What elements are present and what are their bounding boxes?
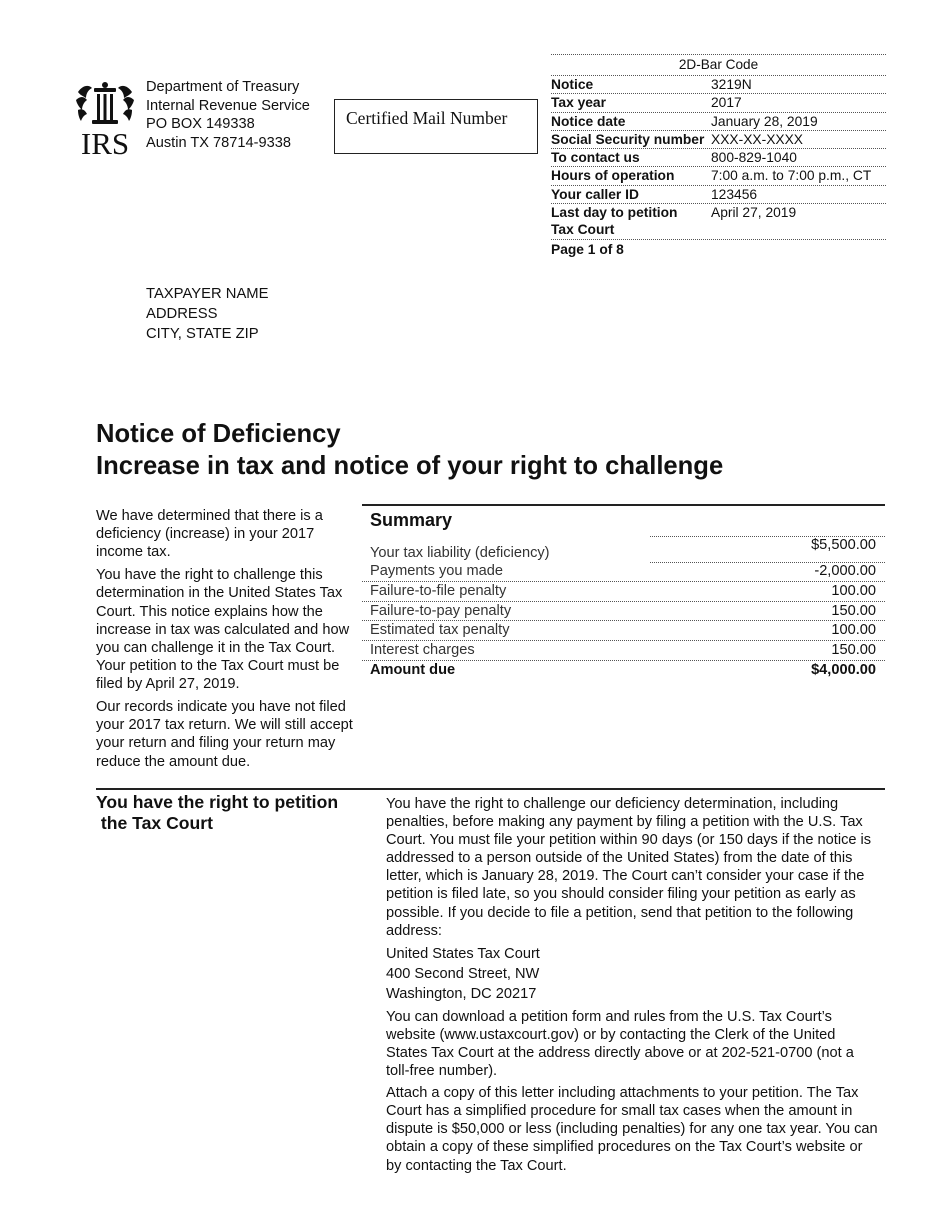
court-address-line: 400 Second Street, NW (386, 965, 540, 982)
agency-line: Austin TX 78714-9338 (146, 134, 291, 151)
summary-total-amount: $4,000.00 (811, 661, 876, 678)
info-value: 3219N (711, 77, 752, 92)
summary-table (362, 504, 885, 680)
summary-total-row (362, 661, 885, 680)
info-row (551, 167, 886, 185)
info-value: 800-829-1040 (711, 150, 797, 166)
info-value: January 28, 2019 (711, 113, 818, 129)
petition-paragraph: You can download a petition form and rules from the U.S. Tax Court’s website (www.ustaxcourt.gov) or by contacting the Clerk of the United States Tax Court at the address directly above or at 202-521-0700 (not a toll-free number). (386, 1008, 854, 1080)
info-label: Hours of operation (551, 168, 675, 184)
summary-label: Failure-to-file penalty (370, 582, 507, 599)
info-label: Notice date (551, 113, 626, 129)
taxpayer-address (146, 284, 269, 344)
section-divider (96, 788, 885, 790)
info-label: To contact us (551, 150, 640, 166)
info-label: Notice (551, 77, 594, 92)
taxpayer-name: TAXPAYER NAME (146, 286, 269, 302)
certified-mail-label: Certified Mail Number (346, 108, 508, 128)
agency-address (146, 78, 310, 152)
certified-mail-box (334, 99, 538, 154)
summary-row (362, 536, 885, 562)
summary-heading: Summary (370, 510, 453, 530)
summary-amount: $5,500.00 (811, 537, 876, 553)
taxpayer-city: CITY, STATE ZIP (146, 326, 259, 342)
summary-label: Failure-to-pay penalty (370, 602, 512, 619)
info-row (551, 94, 886, 112)
agency-line: Department of Treasury (146, 79, 300, 95)
notice-info-table (551, 54, 886, 260)
info-row (551, 204, 886, 240)
title-line: Notice of Deficiency (96, 420, 341, 448)
info-row (551, 131, 886, 149)
info-row (551, 113, 886, 131)
irs-logo (74, 82, 136, 162)
summary-total-label: Amount due (370, 661, 456, 678)
page-number: Page 1 of 8 (551, 241, 624, 257)
page-title (96, 418, 723, 482)
petition-heading-line: You have the right to petition (96, 792, 339, 812)
summary-row (362, 621, 885, 641)
petition-paragraph: You have the right to challenge our deficiency determination, including penalties, before making any payment by filing a petition with the U.S. Tax Court. You must file your petition within 90 days (or 150 days if the notice is addressed to a person outside of the United States) from the date of this letter, which is January 28, 2019. The Court can’t consider your case if the petition is filed late, so you should consider filing your petition as early as possible. If you decide to file a petition, send that petition to the following address: (386, 796, 872, 939)
info-value: 2017 (711, 95, 742, 111)
subtitle-line: Increase in tax and notice of your right to challenge (96, 452, 724, 480)
info-label: Your caller ID (551, 186, 639, 202)
taxpayer-street: ADDRESS (146, 306, 218, 322)
petition-body (386, 795, 878, 1179)
info-value: 123456 (711, 186, 758, 202)
summary-row (362, 602, 885, 622)
info-value: XXX-XX-XXXX (711, 131, 804, 147)
summary-row (362, 582, 885, 602)
summary-amount: 100.00 (831, 622, 876, 639)
intro-paragraph: Our records indicate you have not filed your 2017 tax return. We will still accept your return and filing your return may reduce the amount due. (96, 699, 353, 770)
summary-amount: 150.00 (831, 602, 876, 619)
agency-line: PO BOX 149338 (146, 116, 255, 132)
summary-row (362, 641, 885, 661)
court-address-line: United States Tax Court (386, 945, 540, 962)
info-row (551, 76, 886, 94)
petition-heading (96, 792, 361, 834)
summary-label: Payments you made (370, 563, 504, 579)
info-row (551, 186, 886, 204)
petition-heading-line: the Tax Court (96, 813, 213, 833)
summary-label: Interest charges (370, 642, 475, 659)
intro-text (96, 507, 358, 775)
irs-wordmark: IRS (80, 126, 130, 161)
summary-amount: 150.00 (831, 642, 876, 659)
agency-line: Internal Revenue Service (146, 97, 310, 114)
info-row (551, 149, 886, 167)
info-label: Social Security number (551, 131, 705, 147)
intro-paragraph: We have determined that there is a deficiency (increase) in your 2017 income tax. (96, 508, 323, 561)
summary-row (362, 562, 885, 582)
summary-amount: 100.00 (831, 582, 876, 599)
barcode-label: 2D-Bar Code (551, 54, 886, 76)
petition-paragraph: Attach a copy of this letter including attachments to your petition. The Tax Court has a simplified procedure for small tax cases when the amount in dispute is $50,000 or less (including penalties) for any one tax year. You can obtain a copy of these simplified procedures on the Tax Court’s website or by contacting the Tax Court. (386, 1085, 878, 1174)
intro-paragraph: You have the right to challenge this determination in the United States Tax Court. This notice explains how the increase in tax was calculated and how you can challenge it in the Tax Court. Your petition to the Tax Court must be filed by April 27, 2019. (96, 567, 350, 693)
summary-amount: -2,000.00 (814, 563, 876, 579)
irs-eagle-icon (74, 82, 136, 130)
info-label: Tax year (551, 95, 606, 111)
summary-label: Estimated tax penalty (370, 622, 510, 639)
info-value: 7:00 a.m. to 7:00 p.m., CT (711, 168, 872, 184)
info-label: Last day to petition Tax Court (551, 205, 678, 238)
info-value: April 27, 2019 (711, 205, 797, 221)
summary-label: Your tax liability (deficiency) (370, 545, 550, 561)
court-address-line: Washington, DC 20217 (386, 985, 537, 1002)
